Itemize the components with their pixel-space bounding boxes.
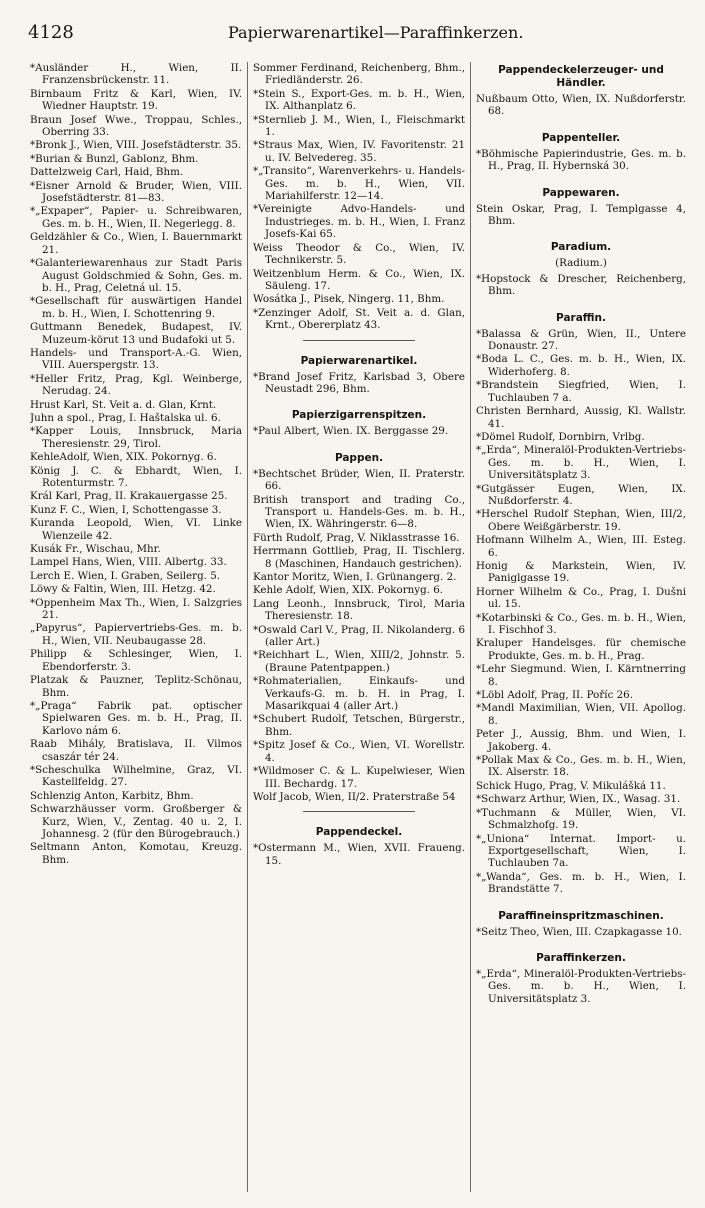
directory-entry: Dattelzweig Carl, Haid, Bhm.	[30, 166, 184, 179]
directory-entry: *Spitz Josef & Co., Wien, VI. Worellstr. 4.	[253, 739, 465, 764]
directory-entry: *Sternlieb J. M., Wien, I., Fleischmarkt 1.	[253, 113, 465, 139]
directory-entry: Horner Wilhelm & Co., Prag, I. Dušni ul. 15.	[476, 585, 686, 611]
section-heading-paraffineinspritzmaschinen: Paraffineinspritzmaschinen.	[498, 909, 664, 922]
directory-entry: *Pollak Max & Co., Ges. m. b. H., Wien, IX. Alserstr. 18.	[476, 754, 686, 779]
section-heading-pappenteller: Pappenteller.	[541, 131, 621, 144]
listing-block	[476, 926, 686, 938]
section-heading-pappen: Pappen.	[334, 451, 384, 464]
directory-entry: *Straus Max, Wien, IV. Favoritenstr. 21 u. IV. Belvedereg. 35.	[253, 139, 465, 164]
directory-entry: *Scheschulka Wilhelmine, Graz, VI. Kastellfeldg. 27.	[30, 763, 242, 789]
listing-block	[253, 371, 465, 396]
listing-block	[476, 328, 686, 896]
directory-entry: *„Praga“ Fabrik pat. optischer Spielwaren Ges. m. b. H., Prag, II. Karlovo nám 6.	[30, 699, 242, 737]
directory-entry: *Paul Albert, Wien. IX. Berggasse 29.	[253, 425, 449, 438]
section-heading-pappendeckelerzeuger: Pappendeckelerzeuger- und Händler.	[498, 64, 664, 89]
directory-entry: *Gutgässer Eugen, Wien, IX. Nußdorferstr. 4.	[476, 482, 686, 507]
directory-entry: *Löbl Adolf, Prag, II. Poříc 26.	[476, 689, 634, 702]
column-2	[253, 62, 465, 1192]
directory-entry: Philipp & Schlesinger, Wien, I. Ebendorferstr. 3.	[30, 648, 242, 673]
directory-entry: Honig & Markstein, Wien, IV. Paniglgasse 19.	[476, 559, 686, 585]
directory-entry: *Seitz Theo, Wien, III. Czapkagasse 10.	[476, 925, 682, 938]
directory-entry: *„Erda“, Mineralöl-Produkten-Vertriebs-Ges. m. b. H., Wien, I. Universitätsplatz 3.	[476, 444, 686, 482]
directory-entry: *Reichhart L., Wien, XIII/2, Johnstr. 5. (Braune Patentpappen.)	[253, 649, 465, 674]
directory-entry: *„Wanda“, Ges. m. b. H., Wien, I. Brandstätte 7.	[476, 870, 686, 896]
page-number: 4128	[28, 22, 74, 43]
directory-entry: *„Erda“, Mineralöl-Produkten-Vertriebs-Ges. m. b. H., Wien, I. Universitätsplatz 3.	[476, 967, 686, 1005]
directory-entry: Schlenzig Anton, Karbitz, Bhm.	[30, 789, 194, 802]
section-heading-paraffin: Paraffin.	[556, 311, 606, 324]
directory-entry: Birnbaum Fritz & Karl, Wien, IV. Wiedner Hauptstr. 19.	[30, 87, 242, 113]
directory-entry: Fürth Rudolf, Prag, V. Niklasstrasse 16.	[253, 531, 460, 544]
directory-entry: *Balassa & Grün, Wien, II., Untere Donaustr. 27.	[476, 327, 686, 353]
directory-entry: Lampel Hans, Wien, VIII. Albertg. 33.	[30, 556, 227, 569]
directory-entry: *Gesellschaft für auswärtigen Handel m. b. H., Wien, I. Schottenring 9.	[30, 295, 242, 320]
section-heading-pappewaren: Pappewaren.	[542, 186, 620, 199]
directory-entry: *Oppenheim Max Th., Wien, I. Salzgries 21.	[30, 596, 242, 622]
column-1	[30, 62, 242, 1192]
directory-entry: *Bronk J., Wien, VIII. Josefstädterstr. 35.	[30, 139, 242, 152]
directory-entry: Guttmann Benedek, Budapest, IV. Muzeum-körut 13 und Budafoki ut 5.	[30, 321, 242, 346]
section-heading-paraffinkerzen: Paraffinkerzen.	[536, 951, 626, 964]
directory-entry: Juhn a spol., Prag, I. Haštalska ul. 6.	[30, 411, 221, 424]
directory-entry: Kuranda Leopold, Wien, VI. Linke Wienzeile 42.	[30, 517, 242, 542]
columns	[30, 62, 686, 1192]
column-divider	[470, 62, 471, 1192]
directory-entry: *„Expaper“, Papier- u. Schreibwaren, Ges. m. b. H., Wien, II. Negerlegg. 8.	[30, 205, 242, 230]
page-header	[28, 22, 678, 44]
directory-entry: Král Karl, Prag, II. Krakauergasse 25.	[30, 490, 228, 503]
section-heading-paradium: Paradium.	[550, 241, 612, 254]
directory-entry: *Dömel Rudolf, Dornbirn, Vrlbg.	[476, 430, 645, 443]
directory-entry: KehleAdolf, Wien, XIX. Pokornyg. 6.	[30, 451, 217, 464]
directory-entry: *Ostermann M., Wien, XVII. Fraueng. 15.	[253, 842, 465, 867]
directory-entry: *Herschel Rudolf Stephan, Wien, III/2, Obere Weißgärberstr. 19.	[476, 508, 686, 533]
section-subheading-radium: (Radium.)	[555, 257, 607, 270]
directory-entry: *Ausländer H., Wien, II. Franzensbrückenstr. 11.	[30, 62, 242, 87]
directory-entry: Schwarzhäusser vorm. Großberger & Kurz, Wien, V., Zentag. 40 u. 2, I. Johannesg. 2 (für den Bürogebrauch.)	[30, 803, 242, 840]
directory-entry: Löwy & Faltin, Wien, III. Hetzg. 42.	[30, 583, 216, 596]
page-title: Papierwarenartikel—Paraffinkerzen.	[228, 23, 524, 42]
directory-entry: Wosátka J., Pisek, Ningerg. 11, Bhm.	[253, 293, 445, 306]
directory-entry: *Vereinigte Advo-Handels- und Industrieges. m. b. H., Wien, I. Franz Josefs-Kai 65.	[253, 203, 465, 241]
directory-entry: Peter J., Aussig, Bhm. und Wien, I. Jakoberg. 4.	[476, 728, 686, 753]
section-heading-pappendeckel: Pappendeckel.	[315, 826, 403, 839]
listing-block	[476, 148, 686, 173]
directory-entry: *Hopstock & Drescher, Reichenberg, Bhm.	[476, 272, 686, 298]
directory-entry: Kantor Moritz, Wien, I. Grünangerg. 2.	[253, 571, 457, 583]
directory-entry: *Lehr Siegmund. Wien, I. Kärntnerring 8.	[476, 663, 686, 688]
section-rule	[303, 811, 415, 812]
directory-entry: Braun Josef Wwe., Troppau, Schles., Oberring 33.	[30, 113, 242, 139]
directory-entry: Wolf Jacob, Wien, II/2. Praterstraße 54	[253, 790, 456, 803]
directory-entry: *„Uniona“ Internat. Import- u. Exportgesellschaft, Wien, I. Tuchlauben 7a.	[476, 832, 686, 870]
column-3	[476, 62, 686, 1192]
directory-entry: Nußbaum Otto, Wien, IX. Nußdorferstr. 68.	[476, 93, 686, 118]
directory-entry: *Böhmische Papierindustrie, Ges. m. b. H., Prag, II. Hybernská 30.	[476, 147, 686, 173]
directory-entry: *„Transito“, Warenverkehrs- u. Handels-Ges. m. b. H., Wien, VII. Mariahilferstr. 12—14.	[253, 165, 465, 203]
directory-entry: Kehle Adolf, Wien, XIX. Pokornyg. 6.	[253, 584, 444, 597]
listing-block	[253, 425, 465, 437]
directory-entry: *Schubert Rudolf, Tetschen, Bürgerstr., Bhm.	[253, 713, 465, 738]
directory-entry: Hrust Karl, St. Veit a. d. Glan, Krnt.	[30, 398, 217, 411]
directory-entry: *Heller Fritz, Prag, Kgl. Weinberge, Nerudag. 24.	[30, 372, 242, 398]
directory-entry: British transport and trading Co., Transport u. Handels-Ges. m. b. H., Wien, IX. Währingerstr. 6—8.	[253, 493, 465, 531]
directory-entry: Hofmann Wilhelm A., Wien, III. Esteg. 6.	[476, 534, 686, 559]
directory-entry: *Zenzinger Adolf, St. Veit a. d. Glan, Krnt., Obererplatz 43.	[253, 306, 465, 332]
directory-entry: *Kotarbinski & Co., Ges. m. b. H., Wien, I. Fischhof 3.	[476, 611, 686, 636]
directory-entry: *Burian & Bunzl, Gablonz, Bhm.	[30, 152, 199, 165]
directory-entry: *Galanteriewarenhaus zur Stadt Paris August Goldschmied & Sohn, Ges. m. b. H., Prag, Celetná ul. 15.	[30, 257, 242, 294]
directory-entry: *Schwarz Arthur, Wien, IX., Wasag. 31.	[476, 793, 681, 806]
listing-block	[476, 203, 686, 228]
directory-entry: *Eisner Arnold & Bruder, Wien, VIII. Josefstädterstr. 81—83.	[30, 179, 242, 205]
directory-entry: *Boda L. C., Ges. m. b. H., Wien, IX. Widerhoferg. 8.	[476, 353, 686, 378]
directory-entry: Schick Hugo, Prag, V. Mikulášká 11.	[476, 779, 666, 792]
listing-block	[476, 968, 686, 1005]
directory-entry: *Tuchmann & Müller, Wien, VI. Schmalzhofg. 19.	[476, 806, 686, 832]
listing-block	[476, 93, 686, 118]
section-heading-papierzigarrenspitzen: Papierzigarrenspitzen.	[291, 409, 427, 422]
section-heading-papierwarenartikel: Papierwarenartikel.	[300, 354, 418, 367]
directory-entry: *Rohmaterialien, Einkaufs- und Verkaufs-G. m. b. H. in Prag, I. Masarikquai 4 (aller Art.)	[253, 675, 465, 713]
directory-entry: *Bechtschet Brüder, Wien, II. Praterstr. 66.	[253, 467, 465, 493]
listing-block	[253, 62, 465, 332]
directory-entry: König J. C. & Ebhardt, Wien, I. Rotenturmstr. 7.	[30, 464, 242, 489]
listing-block	[476, 273, 686, 298]
directory-entry: *Oswald Carl V., Prag, II. Nikolanderg. 6 (aller Art.)	[253, 623, 465, 649]
listing-block	[253, 468, 465, 804]
directory-entry: *Stein S., Export-Ges. m. b. H., Wien, IX. Althanplatz 6.	[253, 87, 465, 113]
directory-entry: Geldzähler & Co., Wien, I. Bauernmarkt 21.	[30, 231, 242, 256]
column-divider	[247, 62, 248, 1192]
directory-entry: Lerch E. Wien, I. Graben, Seilerg. 5.	[30, 569, 221, 582]
directory-entry: Weitzenblum Herm. & Co., Wien, IX. Säuleng. 17.	[253, 267, 465, 292]
directory-entry: Kunz F. C., Wien, I, Schottengasse 3.	[30, 503, 222, 516]
listing-block	[30, 62, 242, 866]
directory-entry: *Mandl Maximilian, Wien, VII. Apollog. 8.	[476, 702, 686, 727]
directory-entry: Sommer Ferdinand, Reichenberg, Bhm., Friedländerstr. 26.	[253, 62, 465, 87]
directory-entry: „Papyrus“, Papiervertriebs-Ges. m. b. H., Wien, VII. Neubaugasse 28.	[30, 622, 242, 647]
section-rule	[303, 340, 415, 341]
directory-entry: Kraluper Handelsges. für chemische Produkte, Ges. m. b. H., Prag.	[476, 637, 686, 662]
listing-block	[253, 842, 465, 867]
directory-entry: Lang Leonh., Innsbruck, Tirol, Maria Theresienstr. 18.	[253, 597, 465, 623]
directory-entry: Kusák Fr., Wischau, Mhr.	[30, 543, 161, 556]
directory-entry: Platzak & Pauzner, Teplitz-Schönau, Bhm.	[30, 674, 242, 699]
directory-entry: *Kapper Louis, Innsbruck, Maria Theresienstr. 29, Tirol.	[30, 425, 242, 450]
directory-entry: Christen Bernhard, Aussig, Kl. Wallstr. 41.	[476, 405, 686, 430]
directory-entry: Raab Mihály, Bratislava, II. Vilmos csaszár tér 24.	[30, 738, 242, 763]
directory-entry: *Brandstein Siegfried, Wien, I. Tuchlauben 7 a.	[476, 379, 686, 404]
directory-entry: Herrmann Gottlieb, Prag, II. Tischlerg. 8 (Maschinen, Handauch gestrichen).	[253, 545, 465, 570]
directory-entry: Seltmann Anton, Komotau, Kreuzg. Bhm.	[30, 841, 242, 866]
directory-entry: Stein Oskar, Prag, I. Templgasse 4, Bhm.	[476, 202, 686, 228]
directory-entry: *Brand Josef Fritz, Karlsbad 3, Obere Neustadt 296, Bhm.	[253, 370, 465, 395]
directory-entry: Handels- und Transport-A.-G. Wien, VIII. Auerspergstr. 13.	[30, 346, 242, 372]
directory-entry: *Wildmoser C. & L. Kupelwieser, Wien III. Bechardg. 17.	[253, 765, 465, 790]
directory-entry: Weiss Theodor & Co., Wien, IV. Technikerstr. 5.	[253, 241, 465, 267]
